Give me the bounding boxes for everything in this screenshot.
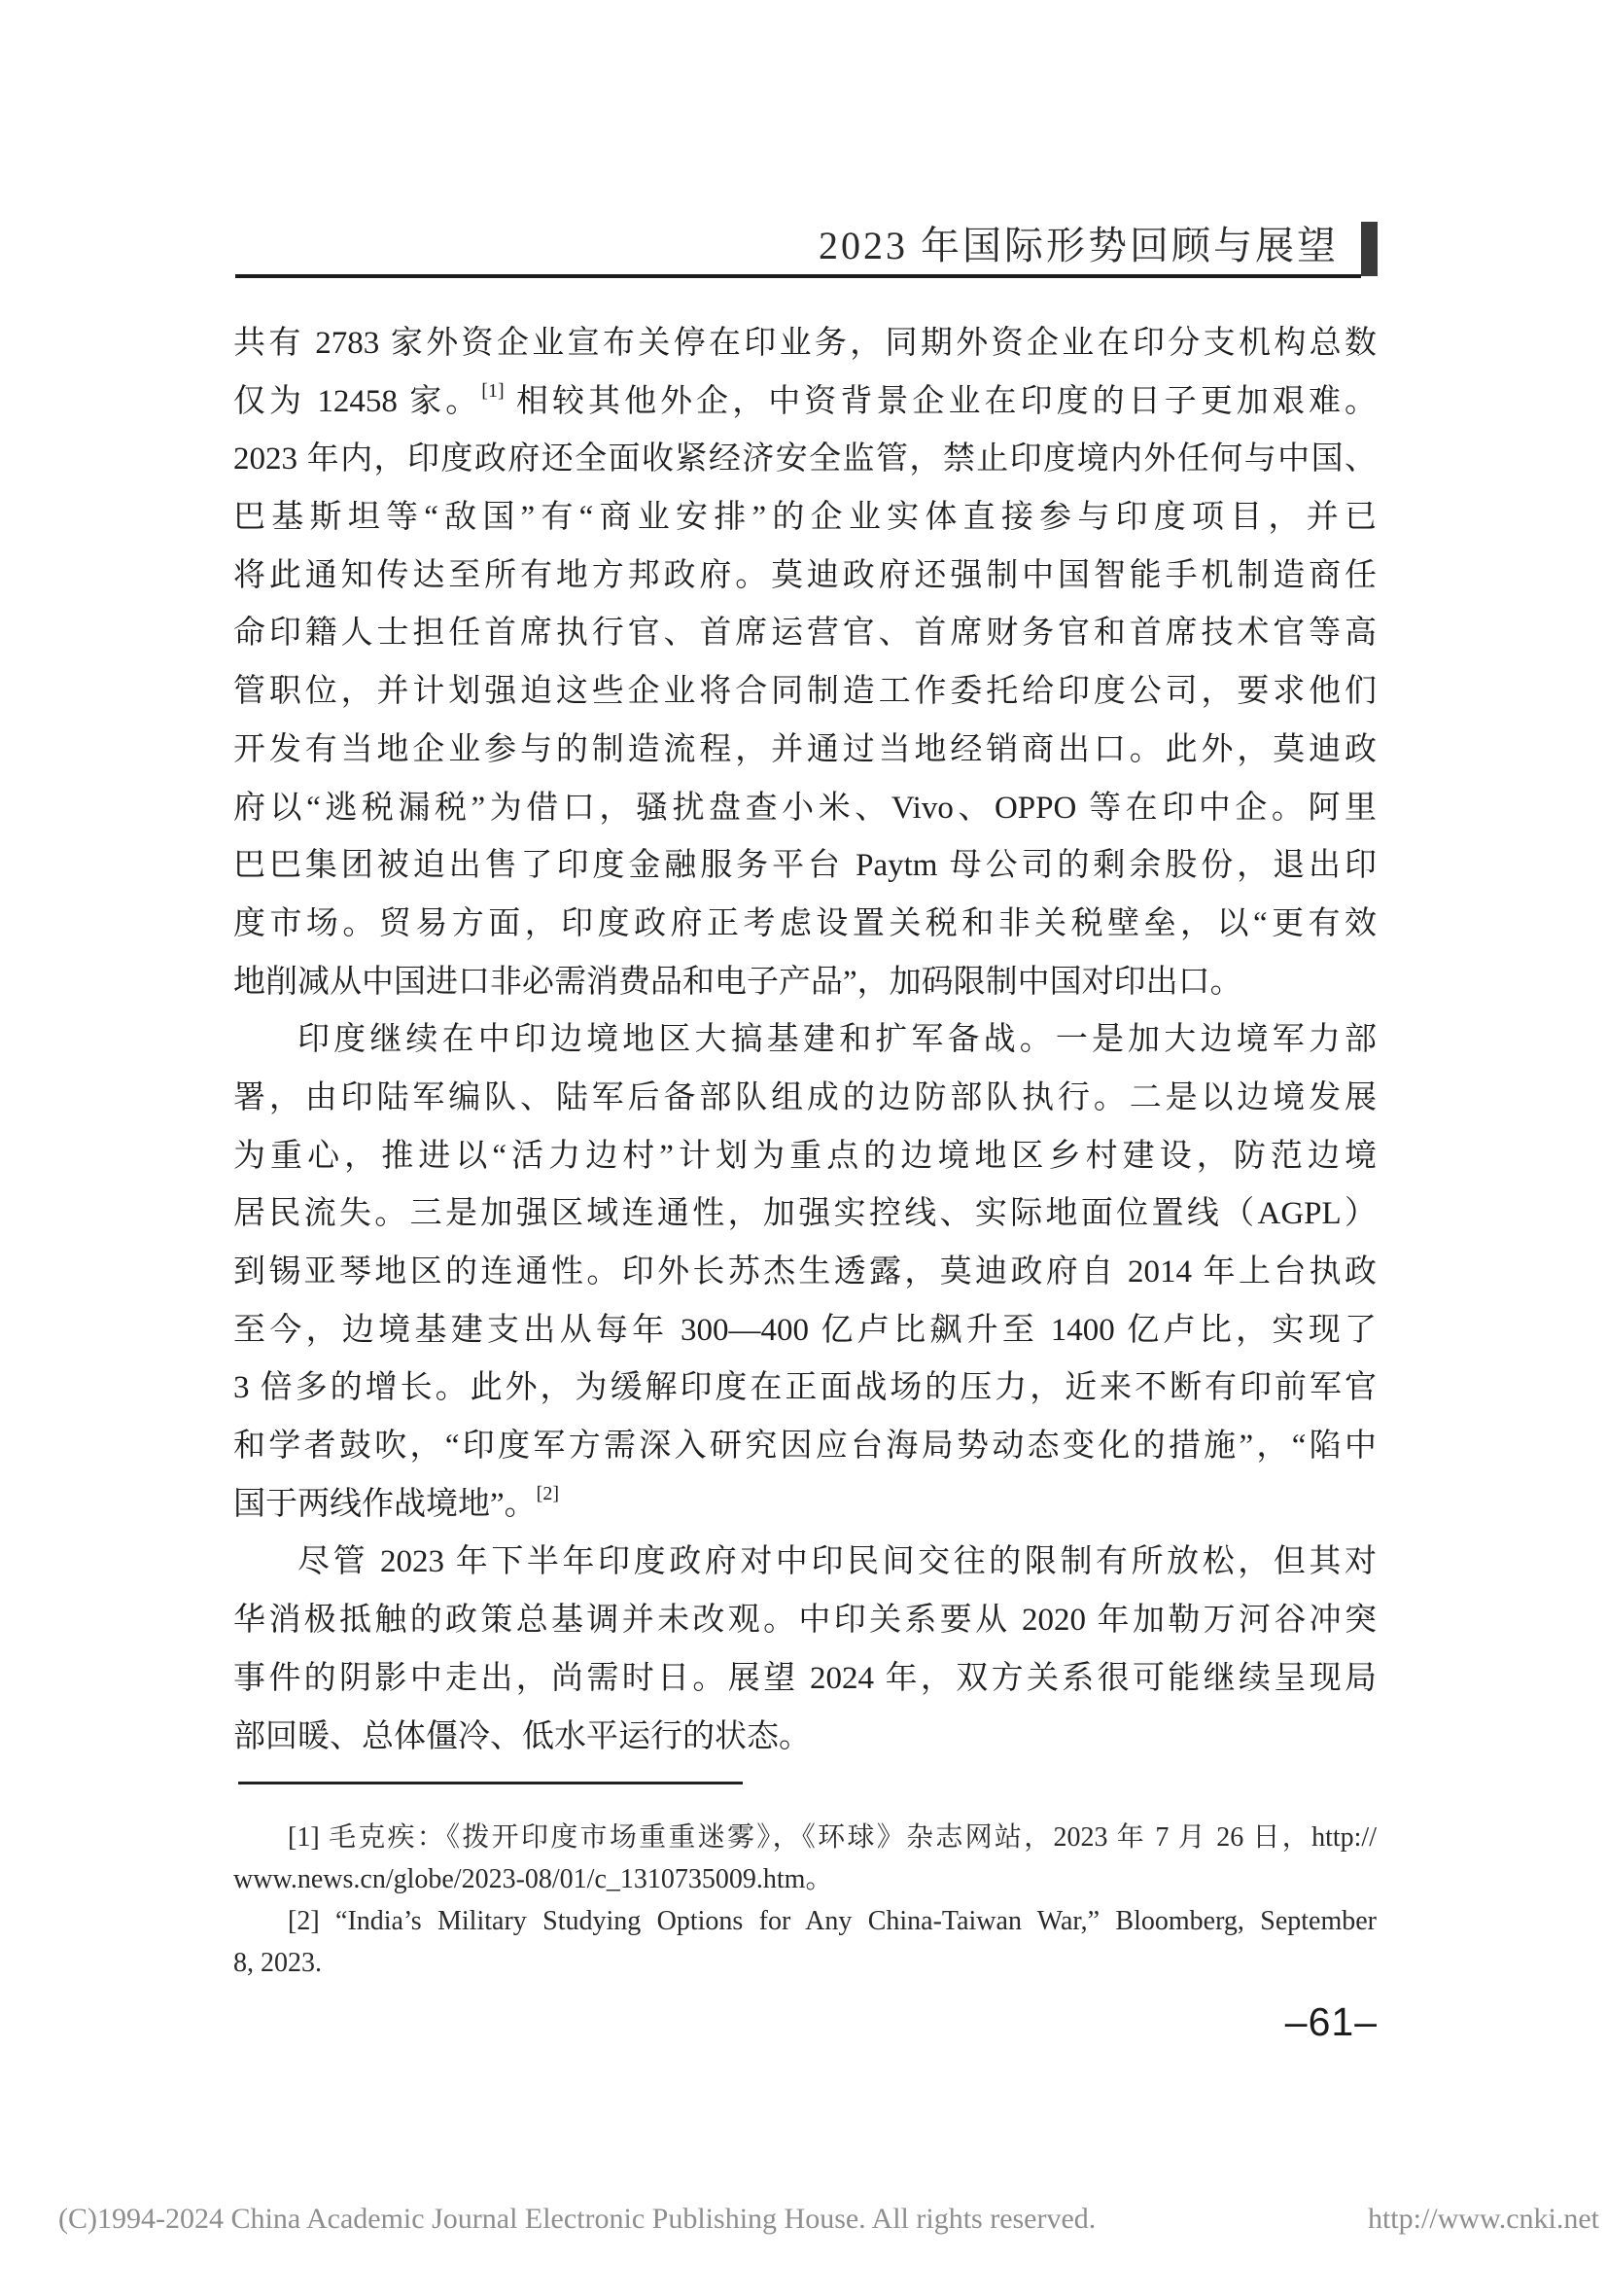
text-line: 华消极抵触的政策总基调并未改观。中印关系要从 2020 年加勒万河谷冲突 <box>233 1603 1377 1639</box>
header-accent-bar <box>1361 222 1378 276</box>
text-line: 命印籍人士担任首席执行官、首席运营官、首席财务官和首席技术官等高 <box>233 616 1377 652</box>
text-line: 地削减从中国进口非必需消费品和电子产品”，加码限制中国对印出口。 <box>233 964 1242 1000</box>
text-line: 为重心，推进以“活力边村”计划为重点的边境地区乡村建设，防范边境 <box>233 1138 1377 1174</box>
text-line: 度市场。贸易方面，印度政府正考虑设置关税和非关税壁垒，以“更有效 <box>233 905 1377 941</box>
text-line: 到锡亚琴地区的连通性。印外长苏杰生透露，莫迪政府自 2014 年上台执政 <box>233 1254 1377 1289</box>
text-line: 将此通知传达至所有地方邦政府。莫迪政府还强制中国智能手机制造商任 <box>233 557 1377 593</box>
text-line: [1] 毛克疾：《拨开印度市场重重迷雾》，《环球》杂志网站，2023 年 7 月 26 日，http:// <box>288 1822 1377 1853</box>
text-line: 署，由印陆军编队、陆军后备部队组成的边防部队执行。二是以边境发展 <box>233 1079 1377 1115</box>
text-line: 和学者鼓吹，“印度军方需深入研究因应台海局势动态变化的措施”，“陷中 <box>233 1429 1377 1465</box>
text-line: 国于两线作战境地”。[2] <box>233 1482 559 1522</box>
footer-copyright: (C)1994-2024 China Academic Journal Electronic Publishing House. All rights reserved. <box>58 2203 1097 2235</box>
footnotes <box>233 1817 1377 1984</box>
footnote-ref: [2] <box>536 1482 559 1504</box>
text-line: 2023 年内，印度政府还全面收紧经济安全监管，禁止印度境内外任何与中国、 <box>233 442 1377 477</box>
text-line: 部回暖、总体僵冷、低水平运行的状态。 <box>233 1718 811 1754</box>
footer-url: http://www.cnki.net <box>1367 2203 1599 2235</box>
text-line: 尽管 2023 年下半年印度政府对中印民间交往的限制有所放松，但其对 <box>297 1544 1377 1580</box>
scan-footer <box>0 2202 1607 2237</box>
text-line: 3 倍多的增长。此外，为缓解印度在正面战场的压力，近来不断有印前军官 <box>233 1370 1377 1406</box>
text-line: 事件的阴影中走出，尚需时日。展望 2024 年，双方关系很可能继续呈现局 <box>233 1660 1377 1696</box>
footnote-ref: [1] <box>481 379 505 402</box>
text-line: 府以“逃税漏税”为借口，骚扰盘查小米、Vivo、OPPO 等在印中企。阿里 <box>233 790 1377 826</box>
text-line: 居民流失。三是加强区域连通性，加强实控线、实际地面位置线（AGPL） <box>233 1196 1377 1232</box>
header-rule <box>235 274 1361 278</box>
text-line: 仅为 12458 家。[1] 相较其他外企，中资背景企业在印度的日子更加艰难。 <box>233 379 1378 419</box>
footnote-divider <box>238 1782 743 1784</box>
text-line: 共有 2783 家外资企业宣布关停在印业务，同期外资企业在印分支机构总数 <box>233 326 1377 361</box>
text-line: 巴巴集团被迫出售了印度金融服务平台 Paytm 母公司的剩余股份，退出印 <box>233 848 1377 884</box>
text-line: 8, 2023. <box>233 1948 322 1978</box>
body-text <box>233 315 1377 1766</box>
text-line: [2] “India’s Military Studying Options for Any China-Taiwan War,” Bloomberg, September <box>288 1906 1377 1936</box>
page-number: –61– <box>1284 1999 1378 2044</box>
text-line: 开发有当地企业参与的制造流程，并通过当地经销商出口。此外，莫迪政 <box>233 731 1377 767</box>
text-line: 印度继续在中印边境地区大搞基建和扩军备战。一是加大边境军力部 <box>297 1022 1377 1058</box>
text-line: 至今，边境基建支出从每年 300—400 亿卢比飙升至 1400 亿卢比，实现了 <box>233 1312 1377 1348</box>
text-line: 管职位，并计划强迫这些企业将合同制造工作委托给印度公司，要求他们 <box>233 674 1377 710</box>
text-line: www.news.cn/globe/2023-08/01/c_1310735009.htm。 <box>233 1864 833 1894</box>
text-line: 巴基斯坦等“敌国”有“商业安排”的企业实体直接参与印度项目，并已 <box>233 500 1377 536</box>
page-title: 2023 年国际形势回顾与展望 <box>819 224 1339 267</box>
